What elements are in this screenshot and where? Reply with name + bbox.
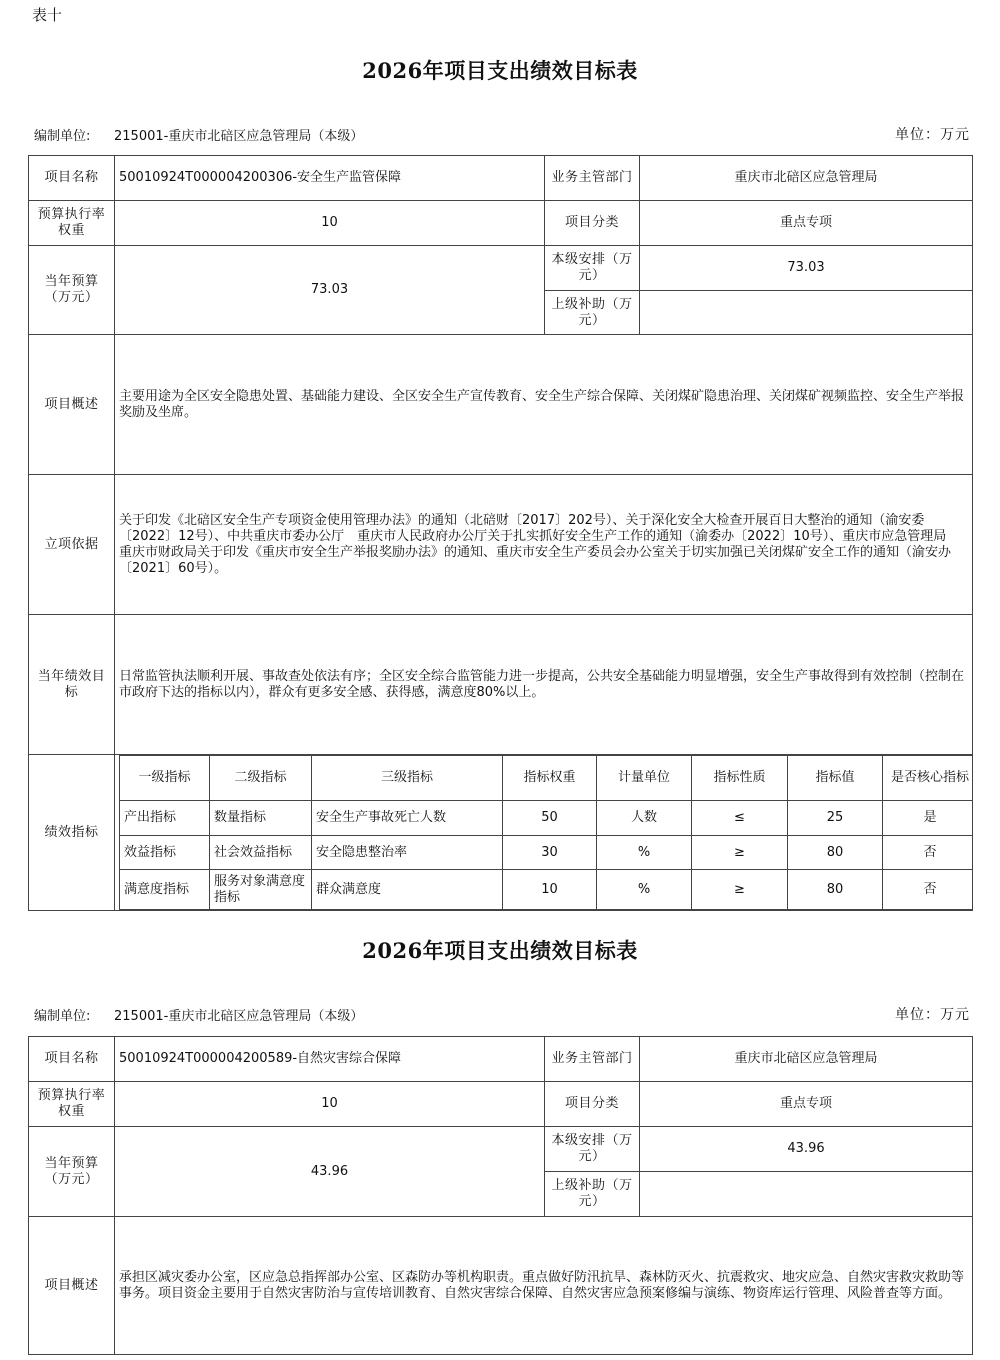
table-title: 2026年项目支出绩效目标表 bbox=[362, 58, 638, 83]
dept-value: 重庆市北碚区应急管理局 bbox=[640, 1037, 973, 1082]
org-value: 215001-重庆市北碚区应急管理局（本级） bbox=[114, 1009, 364, 1024]
overview-label: 项目概述 bbox=[29, 335, 115, 475]
cell-unit: % bbox=[597, 836, 692, 870]
dept-label: 业务主管部门 bbox=[545, 156, 640, 201]
local-value: 73.03 bbox=[640, 246, 973, 291]
cell-nature: ≥ bbox=[692, 836, 788, 870]
cell-level3: 安全隐患整治率 bbox=[312, 836, 503, 870]
overview-text: 主要用途为全区安全隐患处置、基础能力建设、全区安全生产宣传教育、安全生产综合保障、关闭煤矿隐患治理、关闭煤矿视频监控、安全生产举报奖励及坐席。 bbox=[115, 335, 973, 475]
table-row bbox=[120, 870, 973, 910]
basis-label: 立项依据 bbox=[29, 475, 115, 615]
performance-table-2 bbox=[28, 1036, 973, 1355]
budget-label: 当年预算（万元） bbox=[29, 246, 115, 335]
upper-label: 上级补助（万元） bbox=[545, 1172, 640, 1217]
cell-value: 80 bbox=[788, 870, 883, 910]
header-unit: 计量单位 bbox=[597, 756, 692, 801]
budget-value: 73.03 bbox=[115, 246, 545, 335]
indicators-header-row bbox=[120, 756, 973, 801]
weight-label: 预算执行率权重 bbox=[29, 201, 115, 246]
header-value: 指标值 bbox=[788, 756, 883, 801]
org-info bbox=[34, 1005, 363, 1024]
upper-value bbox=[640, 291, 973, 335]
cell-level1: 效益指标 bbox=[120, 836, 210, 870]
header-weight: 指标权重 bbox=[503, 756, 597, 801]
header-level1: 一级指标 bbox=[120, 756, 210, 801]
category-label: 项目分类 bbox=[545, 201, 640, 246]
cell-unit: % bbox=[597, 870, 692, 910]
cell-value: 25 bbox=[788, 801, 883, 836]
cell-level3: 群众满意度 bbox=[312, 870, 503, 910]
local-label: 本级安排（万元） bbox=[545, 246, 640, 291]
category-value: 重点专项 bbox=[640, 201, 973, 246]
indicators-cell bbox=[115, 755, 973, 911]
cell-level2: 服务对象满意度指标 bbox=[210, 870, 312, 910]
cell-core: 是 bbox=[883, 801, 973, 836]
budget-label: 当年预算（万元） bbox=[29, 1127, 115, 1217]
unit-label: 单位：万元 bbox=[895, 127, 970, 143]
project-name-label: 项目名称 bbox=[29, 156, 115, 201]
cell-value: 80 bbox=[788, 836, 883, 870]
org-info bbox=[34, 125, 363, 144]
table-row bbox=[120, 801, 973, 836]
overview-text: 承担区减灾委办公室，区应急总指挥部办公室、区森防办等机构职责。重点做好防汛抗旱、森林防灭火、抗震救灾、地灾应急、自然灾害救灾救助等事务。项目资金主要用于自然灾害防治与宣传培训教育、自然灾害综合保障、自然灾害应急预案修编与演练、物资库运行管理、风险普查等方面。 bbox=[115, 1217, 973, 1355]
project-name-value: 50010924T000004200306-安全生产监管保障 bbox=[115, 156, 545, 201]
cell-nature: ≤ bbox=[692, 801, 788, 836]
weight-label: 预算执行率权重 bbox=[29, 1082, 115, 1127]
indicators-table bbox=[119, 755, 973, 910]
header-nature: 指标性质 bbox=[692, 756, 788, 801]
indicators-label: 绩效指标 bbox=[29, 755, 115, 911]
goal-label: 当年绩效目标 bbox=[29, 615, 115, 755]
cell-nature: ≥ bbox=[692, 870, 788, 910]
weight-value: 10 bbox=[115, 1082, 545, 1127]
project-name-label: 项目名称 bbox=[29, 1037, 115, 1082]
page-tag: 表十 bbox=[32, 6, 63, 24]
org-value: 215001-重庆市北碚区应急管理局（本级） bbox=[114, 129, 364, 144]
weight-value: 10 bbox=[115, 201, 545, 246]
upper-value bbox=[640, 1172, 973, 1217]
cell-weight: 30 bbox=[503, 836, 597, 870]
cell-weight: 10 bbox=[503, 870, 597, 910]
dept-label: 业务主管部门 bbox=[545, 1037, 640, 1082]
upper-label: 上级补助（万元） bbox=[545, 291, 640, 335]
table-title: 2026年项目支出绩效目标表 bbox=[362, 938, 638, 963]
header-level3: 三级指标 bbox=[312, 756, 503, 801]
budget-value: 43.96 bbox=[115, 1127, 545, 1217]
cell-unit: 人数 bbox=[597, 801, 692, 836]
performance-table-1 bbox=[28, 155, 973, 911]
cell-level3: 安全生产事故死亡人数 bbox=[312, 801, 503, 836]
cell-level2: 社会效益指标 bbox=[210, 836, 312, 870]
overview-label: 项目概述 bbox=[29, 1217, 115, 1355]
cell-core: 否 bbox=[883, 870, 973, 910]
local-value: 43.96 bbox=[640, 1127, 973, 1172]
cell-level1: 产出指标 bbox=[120, 801, 210, 836]
dept-value: 重庆市北碚区应急管理局 bbox=[640, 156, 973, 201]
table-row bbox=[120, 836, 973, 870]
org-label: 编制单位: bbox=[34, 129, 91, 144]
project-name-value: 50010924T000004200589-自然灾害综合保障 bbox=[115, 1037, 545, 1082]
cell-core: 否 bbox=[883, 836, 973, 870]
goal-text: 日常监管执法顺利开展、事故查处依法有序；全区安全综合监管能力进一步提高，公共安全基础能力明显增强，安全生产事故得到有效控制（控制在市政府下达的指标以内），群众有更多安全感、获得感，满意度80%以上。 bbox=[115, 615, 973, 755]
cell-level2: 数量指标 bbox=[210, 801, 312, 836]
category-value: 重点专项 bbox=[640, 1082, 973, 1127]
basis-text: 关于印发《北碚区安全生产专项资金使用管理办法》的通知（北碚财〔2017〕202号）、关于深化安全大检查开展百日大整治的通知（渝安委〔2022〕12号）、中共重庆市委办公厅 重庆市人民政府办公厅关于扎实抓好安全生产工作的通知（渝委办〔2022〕10号）、重庆市应急管理局 重庆市财政局关于印发《重庆市安全生产举报奖励办法》的通知、重庆市安全生产委员会办公室关于切实加强已关闭煤矿安全工作的通知（渝安办〔2021〕60号）。 bbox=[115, 475, 973, 615]
category-label: 项目分类 bbox=[545, 1082, 640, 1127]
cell-weight: 50 bbox=[503, 801, 597, 836]
org-label: 编制单位: bbox=[34, 1009, 91, 1024]
local-label: 本级安排（万元） bbox=[545, 1127, 640, 1172]
header-level2: 二级指标 bbox=[210, 756, 312, 801]
header-core: 是否核心指标 bbox=[883, 756, 973, 801]
cell-level1: 满意度指标 bbox=[120, 870, 210, 910]
unit-label: 单位：万元 bbox=[895, 1007, 970, 1023]
